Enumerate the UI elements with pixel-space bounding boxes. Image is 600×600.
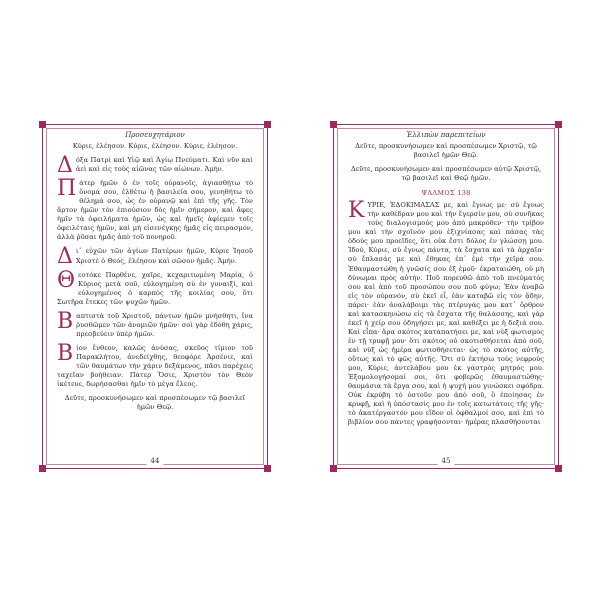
psalm-text: ΚΥΡΙΕ, ἘΔΟΚΙΜΑΣΑΣ με, καὶ ἔγνως με· σὺ ἔγνως τὴν καθέδραν μου καὶ τὴν ἔγερσίν μου, σὺ συνῆκας τοὺς διαλογισμούς μου ἀπὸ μακρόθεν· τὴν τρίβον μου καὶ τὴν σχοῖνόν μου ἐξιχνίασας καὶ πάσας τὰς ὁδούς μου προεῖδες, ὅτι οὐκ ἔστι δόλος ἐν γλώσσῃ μου. Ἰδού, Κύριε, σὺ ἔγνως πάντα, τὰ ἔσχατα καὶ τὰ ἀρχαῖα· σὺ ἔπλασάς με καὶ ἔθηκας ἐπ᾽ ἐμὲ τὴν χεῖρά σου. Ἐθαυμαστώθη ἡ γνῶσίς σου ἐξ ἐμοῦ· ἐκραταιώθη, οὐ μὴ δύνωμαι πρὸς αὐτήν. Ποῦ πορευθῶ ἀπὸ τοῦ πνεύματός σου καὶ ἀπὸ τοῦ προσώπου σου ποῦ φύγω; Ἐὰν ἀναβῶ εἰς τὸν οὐρανόν, σὺ ἐκεῖ εἶ, ἐὰν καταβῶ εἰς τὸν ᾅδην, πάρει· ἐὰν ἀναλάβοιμι τὰς πτέρυγάς μου κατ᾽ ὄρθρον καὶ κατασκηνώσω εἰς τὰ ἔσχατα τῆς θαλάσσης, καὶ γὰρ ἐκεῖ ἡ χείρ σου ὁδηγήσει με, καὶ καθέξει με ἡ δεξιά σου. Καὶ εἶπα· ἄρα σκότος καταπατήσει με, καὶ νὺξ φωτισμὸς ἐν τῇ τρυφῇ μου· ὅτι σκότος οὐ σκοτισθήσεται ἀπὸ σοῦ, καὶ νὺξ ὡς ἡμέρα φωτισθήσεται· ὡς τὸ σκότος αὐτῆς, οὕτως καὶ τὸ φῶς αὐτῆς. Ὅτι σὺ ἐκτήσω τοὺς νεφρούς μου, Κύριε, ἀντελάβου μου ἐκ γαστρὸς μητρός μου. Ἐξομολογήσομαί σοι, ὅτι φοβερῶς ἐθαυμαστώθης· θαυμάσια τὰ ἔργα σου, καὶ ἡ ψυχή μου γινώσκει σφόδρα. Οὐκ ἐκρύβη τὸ ὀστοῦν μου ἀπὸ σοῦ, ὃ ἐποίησας ἐν κρυφῇ, καὶ ἡ ὑπόστασίς μου ἐν τοῖς κατωτάτοις τῆς γῆς· τὸ ἀκατέργαστόν μου εἴδον οἱ ὀφθαλμοί σου, καὶ ἐπὶ τὸ βιβλίον σου πάντες γραφήσονται· ἡμέρας πλασθήσονται: [348, 198, 544, 427]
paragraph: Δεῦτε, προσκυνήσωμεν καὶ προσπέσωμεν αὐτῷ Χριστῷ, τῷ βασιλεῖ καὶ Θεῷ ἡμῶν.: [350, 165, 542, 183]
left-page: [42, 124, 268, 469]
paragraph: Βαπτιστὰ τοῦ Χριστοῦ, πάντων ἡμῶν μνήσθητι, ἵνα ῥυσθῶμεν τῶν ἀνομιῶν ἡμῶν· σοὶ γὰρ ἐδόθη χάρις, πρεσβεύειν ὑπὲρ ἡμῶν.: [57, 308, 253, 338]
psalm-title: ΨΑΛΜΟΣ 138: [421, 189, 471, 198]
page-header: Προσευχητάριον: [121, 131, 189, 139]
right-page-content: [348, 142, 544, 454]
drop-capital: Β: [57, 308, 74, 334]
paragraph: Πάτερ ἡμῶν ὁ ἐν τοῖς οὐρανοῖς, ἁγιασθήτω τὸ ὄνομά σου, ἐλθέτω ἡ βασιλεία σου, γενηθήτω τὸ θέλημά σου, ὡς ἐν οὐρανῷ καὶ ἐπὶ τῆς γῆς. Τὸν ἄρτον ἡμῶν τὸν ἐπιούσιον δὸς ἡμῖν σήμερον, καὶ ἄφες ἡμῖν τὰ ὀφειλήματα ἡμῶν, ὡς καὶ ἡμεῖς ἀφίεμεν τοῖς ὀφειλέταις ἡμῶν, καὶ μὴ εἰσενέγκῃς ἡμᾶς εἰς πειρασμόν, ἀλλὰ ῥῦσαι ἡμᾶς ἀπὸ τοῦ πονηροῦ.: [57, 176, 253, 242]
corner-ornament: [330, 121, 337, 128]
right-page: [333, 124, 559, 469]
paragraph: Δι᾽ εὐχῶν τῶν ἁγίων Πατέρων ἡμῶν, Κύριε Ἰησοῦ Χριστὲ ὁ Θεός, ἐλέησον καὶ σῶσον ἡμᾶς. Ἀμήν.: [57, 244, 253, 270]
paragraph: Κύριε, ἐλέησον. Κύριε, ἐλέησον. Κύριε, ἐλέησον.: [72, 142, 238, 150]
corner-ornament: [39, 121, 46, 128]
page-number: 44: [147, 457, 164, 465]
paragraph: Δεῦτε, προσκυνήσωμεν καὶ προσπέσωμεν τῷ βασιλεῖ ἡμῶν Θεῷ.: [64, 394, 246, 412]
corner-ornament: [264, 465, 271, 472]
drop-capital: Π: [57, 176, 77, 202]
drop-capital: Β: [57, 340, 74, 366]
corner-ornament: [555, 121, 562, 128]
corner-ornament: [264, 121, 271, 128]
drop-capital: Δ: [57, 153, 73, 179]
paragraph: Θεοτόκε Παρθένε, χαῖρε, κεχαριτωμένη Μαρία, ὁ Κύριος μετὰ σοῦ, εὐλογημένη σὺ ἐν γυναιξί, καὶ εὐλογημένος ὁ καρπὸς τῆς κοιλίας σου, ὅτι Σωτῆρα ἔτεκες τῶν ψυχῶν ἡμῶν.: [57, 267, 253, 306]
page-number: 45: [438, 457, 455, 465]
drop-capital: Δ: [57, 244, 73, 270]
left-page-content: [57, 142, 253, 454]
page-header: Ἐλλιπὼν παρεπιτείων: [402, 131, 489, 139]
paragraph: Δόξα Πατρὶ καὶ Υἱῷ καὶ Ἁγίῳ Πνεύματι. Καὶ νῦν καὶ ἀεὶ καὶ εἰς τοὺς αἰῶνας τῶν αἰώνων. Ἀμήν.: [57, 153, 253, 179]
paragraph: Βίον ἔνθεον, καλῶς ἀνύσας, σκεῦος τίμιον τοῦ Παρακλήτου, ἀνεδείχθης, θεοφόρε Ἀρσένιε, καὶ τῶν θαυμάτων τὴν χάριν δεξάμενος, πᾶσι παρέχεις ταχεῖαν βοήθειαν. Πάτερ Ὅσιε, Χριστὸν τὸν Θεὸν ἱκέτευε, δωρήσασθαι ἡμῖν τὸ μέγα ἔλεος.: [57, 340, 253, 389]
paragraph: Δεῦτε, προσκυνήσωμεν καὶ προσπέσωμεν Χριστῷ, τῷ βασιλεῖ ἡμῶν Θεῷ.: [355, 142, 537, 160]
drop-capital: Κ: [348, 198, 365, 224]
drop-capital: Θ: [57, 267, 76, 293]
corner-ornament: [330, 465, 337, 472]
corner-ornament: [555, 465, 562, 472]
corner-ornament: [39, 465, 46, 472]
